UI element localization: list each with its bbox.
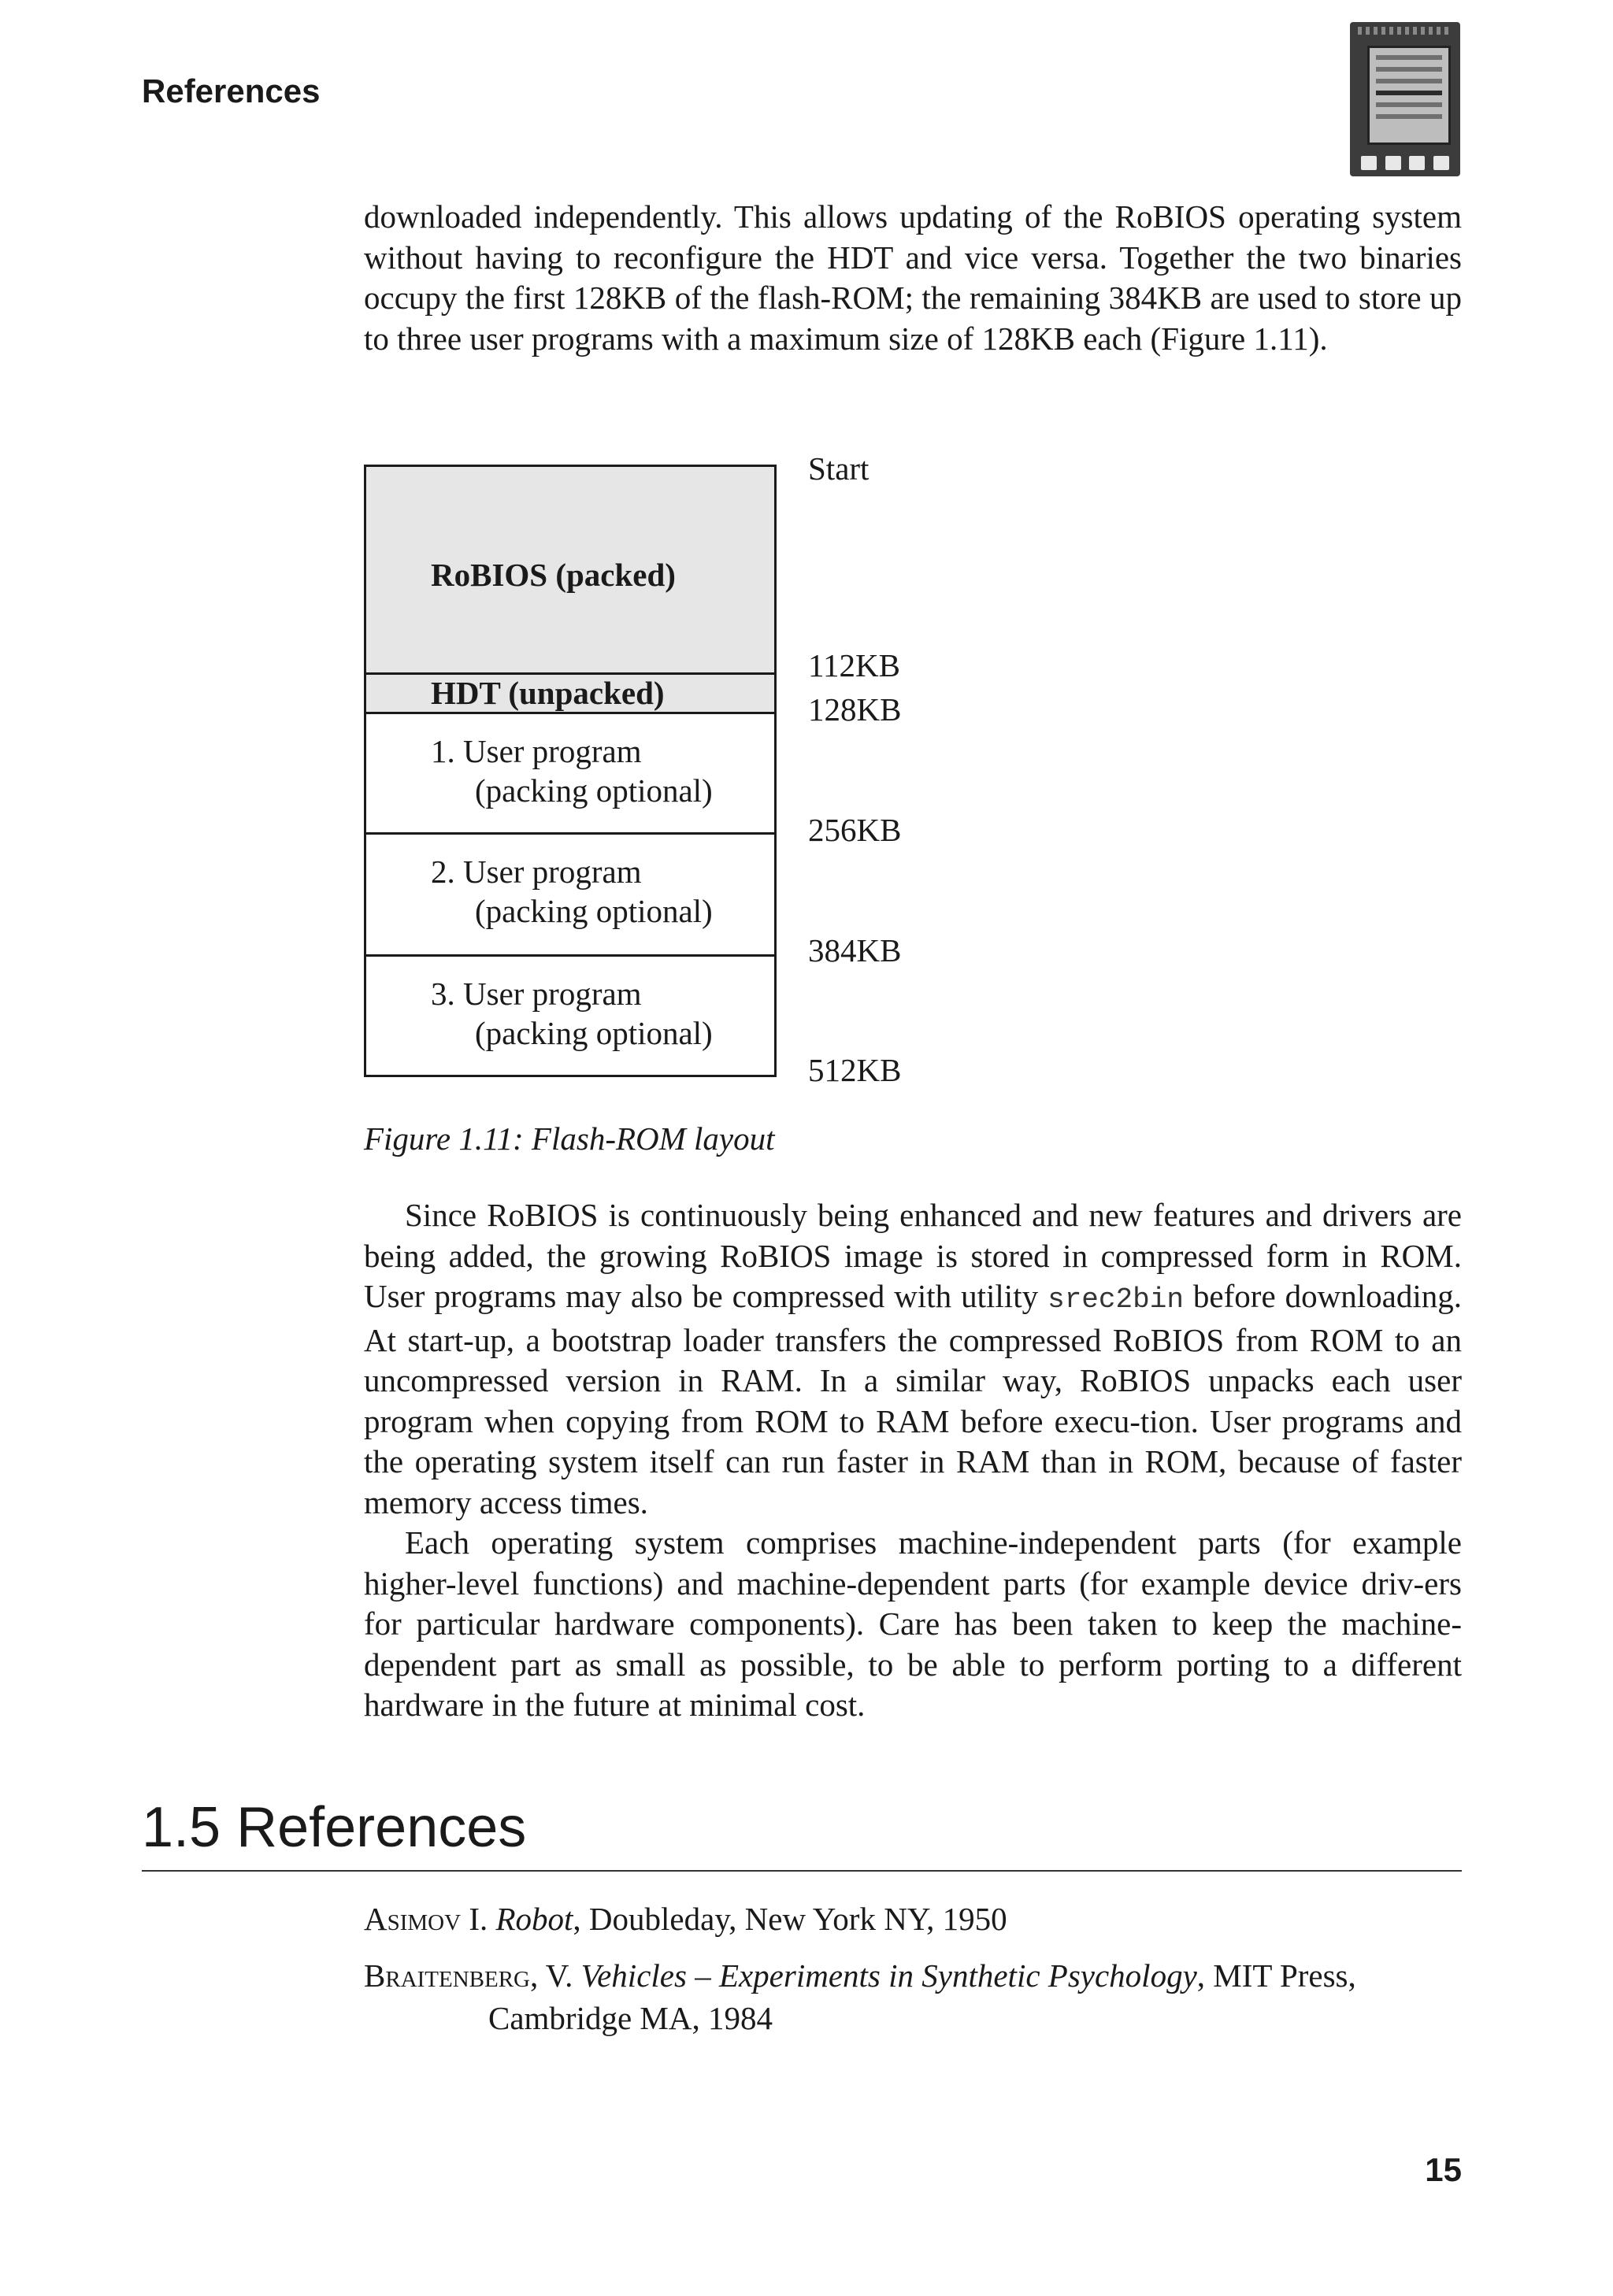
segment-sublabel: (packing optional) bbox=[475, 1015, 713, 1051]
paragraph-block bbox=[364, 1195, 1462, 1726]
segment-user-program-1 bbox=[366, 714, 774, 835]
eyebot-controller-thumbnail-image bbox=[1350, 22, 1460, 176]
segment-robios bbox=[366, 467, 774, 675]
paragraph-robios-compression: Since RoBIOS is continuously being enhanced and new features and drivers are being added, the growing RoBIOS image is stored in compressed form in ROM. User programs may also be compressed with utility srec2bin before downloading. At start-up, a bootstrap loader transfers the compressed RoBIOS from ROM to an uncompressed version in RAM. In a similar way, RoBIOS unpacks each user program when copying from ROM to RAM before execu-tion. User programs and the operating system itself can run faster in RAM than in ROM, because of faster memory access times. bbox=[364, 1197, 1462, 1520]
segment-label-robios: RoBIOS (packed) bbox=[431, 557, 676, 593]
code-srec2bin: srec2bin bbox=[1048, 1283, 1184, 1316]
segment-sublabel: (packing optional) bbox=[475, 893, 713, 929]
address-label-384kb: 384KB bbox=[808, 932, 902, 968]
paragraph-text: downloaded independently. This allows updating of the RoBIOS operating system without having to reconfigure the HDT and vice versa. Together the two binaries occupy the first 128KB of the flash-ROM; the remaining 384KB are used to store up to three user programs with a maximum size of 128KB each (Figure 1.11). bbox=[364, 198, 1462, 357]
segment-hdt bbox=[366, 675, 774, 714]
address-label-128kb: 128KB bbox=[808, 691, 902, 728]
segment-user-program-3 bbox=[366, 957, 774, 1075]
segment-user-program-2 bbox=[366, 835, 774, 957]
figure-caption: Figure 1.11: Flash-ROM layout bbox=[364, 1120, 775, 1157]
segment-label-hdt: HDT (unpacked) bbox=[431, 675, 665, 711]
flash-rom-layout-diagram bbox=[364, 465, 777, 1077]
segment-label-user2: 2. User program bbox=[431, 854, 642, 890]
section-heading: 1.5 References bbox=[142, 1796, 527, 1859]
address-label-start: Start bbox=[808, 450, 870, 487]
segment-sublabel: (packing optional) bbox=[475, 772, 713, 809]
paragraph-machine-parts: Each operating system comprises machine-independent parts (for example higher-level functions) and machine-dependent parts (for example device driv-ers for particular hardware components). Care has been taken to keep the machine-dependent part as small as possible, to be able to perform porting to a different hardware in the future at minimal cost. bbox=[364, 1524, 1462, 1723]
page-number: 15 bbox=[1425, 2151, 1462, 2188]
section-divider bbox=[142, 1870, 1462, 1872]
address-label-256kb: 256KB bbox=[808, 812, 902, 848]
reference-entry: Asimov I. Robot, Doubleday, New York NY, 1950 bbox=[364, 1901, 1007, 1937]
segment-label-user3: 3. User program bbox=[431, 976, 642, 1012]
segment-label-user1: 1. User program bbox=[431, 733, 642, 769]
reference-entry: Braitenberg, V. Vehicles – Experiments in Synthetic Psychology, MIT Press, Cambridge MA, 1984 bbox=[364, 1957, 1356, 2036]
paragraph-intro bbox=[364, 197, 1462, 359]
address-label-512kb: 512KB bbox=[808, 1052, 902, 1088]
running-header: References bbox=[142, 72, 321, 109]
address-label-112kb: 112KB bbox=[808, 647, 900, 683]
